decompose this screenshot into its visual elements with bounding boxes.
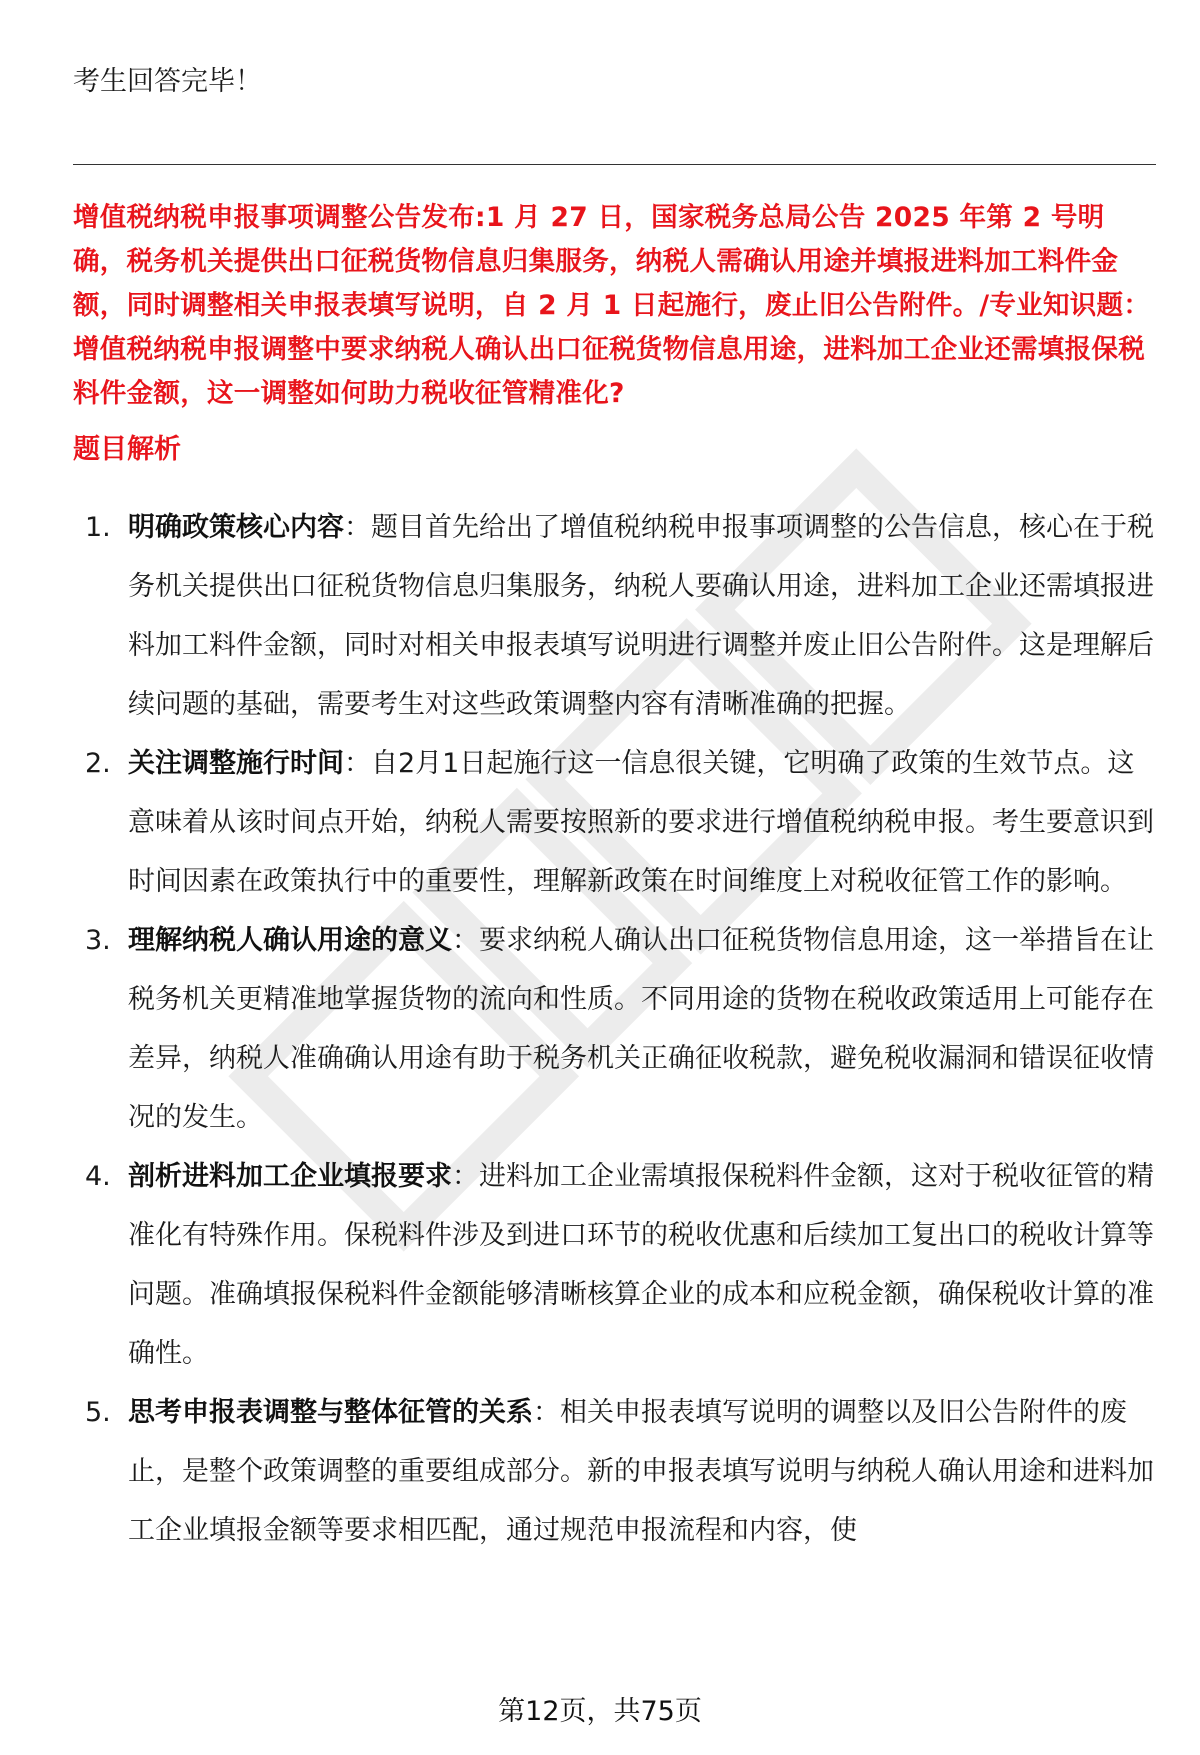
- list-item-number: 2.: [85, 748, 111, 779]
- list-item-lead: 理解纳税人确认用途的意义: [128, 925, 452, 956]
- list-item-lead: 关注调整施行时间: [128, 748, 344, 779]
- question-text: 增值税纳税申报事项调整公告发布:1 月 27 日，国家税务总局公告 2025 年第 2 号明确，税务机关提供出口征税货物信息归集服务，纳税人需确认用途并填报进料加工料件金额，同时调整相关申报表填写说明，自 2 月 1 日起施行，废止旧公告附件。/专业知识题：增值税纳税申报调整中要求纳税人确认出口征税货物信息用途，进料加工企业还需填报保税料件金额，这一调整如何助力税收征管精准化?: [73, 202, 1151, 409]
- section-divider: [73, 164, 1156, 165]
- list-item-text: ：题目首先给出了增值税纳税申报事项调整的公告信息，核心在于税务机关提供出口征税货物信息归集服务，纳税人要确认用途，进料加工企业还需填报进料加工料件金额，同时对相关申报表填写说明进行调整并废止旧公告附件。这是理解后续问题的基础，需要考生对这些政策调整内容有清晰准确的把握。: [128, 512, 1154, 720]
- list-item-lead: 明确政策核心内容: [128, 512, 344, 543]
- list-item: [73, 911, 1158, 1147]
- list-item-number: 3.: [85, 925, 111, 956]
- list-item-body: [128, 911, 1158, 1147]
- list-item-number: 4.: [85, 1161, 111, 1192]
- list-item-body: [128, 498, 1158, 734]
- list-item-text: ：进料加工企业需填报保税料件金额，这对于税收征管的精准化有特殊作用。保税料件涉及到进口环节的税收优惠和后续加工复出口的税收计算等问题。准确填报保税料件金额能够清晰核算企业的成本和应税金额，确保税收计算的准确性。: [128, 1161, 1154, 1369]
- analysis-list: [73, 498, 1158, 1560]
- page-number-footer: 第12页，共75页: [498, 1696, 702, 1727]
- list-item-lead: 剖析进料加工企业填报要求: [128, 1161, 452, 1192]
- list-item: [73, 734, 1158, 911]
- list-item-body: [128, 734, 1158, 911]
- list-item-text: ：相关申报表填写说明的调整以及旧公告附件的废止，是整个政策调整的重要组成部分。新的申报表填写说明与纳税人确认用途和进料加工企业填报金额等要求相匹配，通过规范申报流程和内容，使: [128, 1397, 1154, 1546]
- closing-text: 考生回答完毕！: [73, 66, 262, 97]
- list-item-text: ：要求纳税人确认出口征税货物信息用途，这一举措旨在让税务机关更精准地掌握货物的流向和性质。不同用途的货物在税收政策适用上可能存在差异，纳税人准确确认用途有助于税务机关正确征收税款，避免税收漏洞和错误征收情况的发生。: [128, 925, 1154, 1133]
- list-item: [73, 1147, 1158, 1383]
- list-item-body: [128, 1383, 1158, 1560]
- list-item-lead: 思考申报表调整与整体征管的关系: [128, 1397, 533, 1428]
- list-item-body: [128, 1147, 1158, 1383]
- list-item: [73, 498, 1158, 734]
- analysis-title: 题目解析: [73, 434, 181, 465]
- list-item-number: 5.: [85, 1397, 111, 1428]
- list-item-number: 1.: [85, 512, 111, 543]
- list-item: [73, 1383, 1158, 1560]
- list-item-text: ：自2月1日起施行这一信息很关键，它明确了政策的生效节点。这意味着从该时间点开始，纳税人需要按照新的要求进行增值税纳税申报。考生要意识到时间因素在政策执行中的重要性，理解新政策在时间维度上对税收征管工作的影响。: [128, 748, 1154, 897]
